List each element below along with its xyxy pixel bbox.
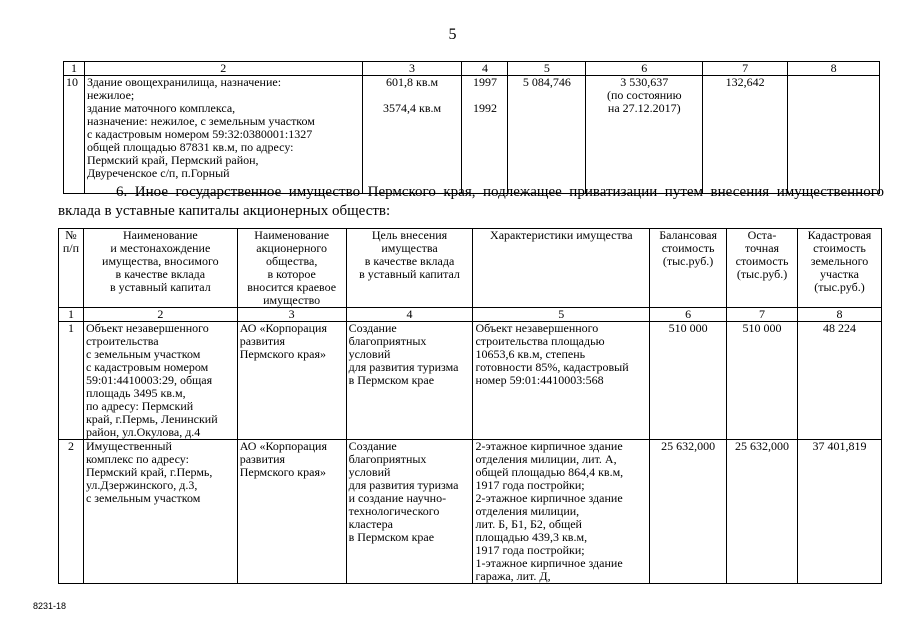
column-number: 7 — [727, 308, 798, 322]
header-name: Наименование и местонахождение имущества, вносимого в качестве вклада в уставный капитал — [83, 229, 237, 308]
column-number: 3 — [237, 308, 346, 322]
property-name: Объект незавершенного строительства с земельным участком с кадастровым номером 59:01:4410003:29, общая площадь 3495 кв.м, по адресу: Пермский край, г.Пермь, Ленинский район, ул.Окулова, д.4 — [83, 322, 237, 440]
cadastral-value: 37 401,819 — [798, 440, 882, 584]
column-number: 2 — [84, 62, 362, 76]
column-number: 1 — [64, 62, 85, 76]
column-number-row — [59, 308, 882, 322]
company-name: АО «Корпорация развития Пермского края» — [237, 440, 346, 584]
cadastral-value: 48 224 — [798, 322, 882, 440]
contribution-goal: Создание благоприятных условий для развития туризма в Пермском крае — [346, 322, 473, 440]
column-number-row — [64, 62, 880, 76]
property-col8 — [788, 76, 880, 194]
header-cadastral: Кадастровая стоимость земельного участка (тыс.руб.) — [798, 229, 882, 308]
row-number: 2 — [59, 440, 84, 584]
column-number: 1 — [59, 308, 84, 322]
property-year: 1997 1992 — [462, 76, 508, 194]
header-residual: Оста- точная стоимость (тыс.руб.) — [727, 229, 798, 308]
residual-value: 25 632,000 — [727, 440, 798, 584]
column-number: 3 — [362, 62, 462, 76]
balance-value: 25 632,000 — [650, 440, 727, 584]
property-characteristics: Объект незавершенного строительства площадью 10653,6 кв.м, степень готовности 85%, кадастровый номер 59:01:4410003:568 — [473, 322, 650, 440]
column-number: 6 — [586, 62, 703, 76]
property-col6: 3 530,637 (по состоянию на 27.12.2017) — [586, 76, 703, 194]
table-row — [59, 440, 882, 584]
property-col5: 5 084,746 — [508, 76, 586, 194]
header-company: Наименование акционерного общества, в которое вносится краевое имущество — [237, 229, 346, 308]
company-name: АО «Корпорация развития Пермского края» — [237, 322, 346, 440]
column-number: 8 — [798, 308, 882, 322]
column-number: 7 — [703, 62, 788, 76]
header-goal: Цель внесения имущества в качестве вклада в уставный капитал — [346, 229, 473, 308]
column-number: 4 — [462, 62, 508, 76]
header-number: № п/п — [59, 229, 84, 308]
column-number: 4 — [346, 308, 473, 322]
balance-value: 510 000 — [650, 322, 727, 440]
table-row — [59, 322, 882, 440]
column-number: 8 — [788, 62, 880, 76]
property-area: 601,8 кв.м 3574,4 кв.м — [362, 76, 462, 194]
document-code: 8231-18 — [33, 601, 67, 611]
residual-value: 510 000 — [727, 322, 798, 440]
header-characteristics: Характеристики имущества — [473, 229, 650, 308]
page-number: 5 — [448, 26, 457, 43]
row-number: 1 — [59, 322, 84, 440]
contribution-goal: Создание благоприятных условий для развития туризма и создание научно- технологического кластера в Пермском крае — [346, 440, 473, 584]
header-balance: Балансовая стоимость (тыс.руб.) — [650, 229, 727, 308]
property-name: Имущественный комплекс по адресу: Пермский край, г.Пермь, ул.Дзержинского, д.3, с земельным участком — [83, 440, 237, 584]
section-heading: 6. Иное государственное имущество Пермского края, подлежащее приватизации путем внесения имущественного вклада в уставные капиталы акционерных обществ: — [58, 184, 884, 219]
column-number: 6 — [650, 308, 727, 322]
column-number: 2 — [83, 308, 237, 322]
property-table-continued — [63, 61, 880, 194]
property-col7: 132,642 — [703, 76, 788, 194]
header-row — [59, 229, 882, 308]
row-number: 10 — [64, 76, 85, 194]
table-row — [64, 76, 880, 194]
property-characteristics: 2-этажное кирпичное здание отделения милиции, лит. А, общей площадью 864,4 кв.м, 1917 года постройки; 2-этажное кирпичное здание отделения милиции, лит. Б, Б1, Б2, общей площадью 439,3 кв.м, 1917 года постройки; 1-этажное кирпичное здание гаража, лит. Д, — [473, 440, 650, 584]
column-number: 5 — [473, 308, 650, 322]
property-name: Здание овощехранилища, назначение: нежилое; здание маточного комплекса, назначение: нежилое, с земельным участком с кадастровым номером 59:32:0380001:1327 общей площадью 87831 кв.м, по адресу: Пермский край, Пермский район, Двуреченское с/п, п.Горный — [84, 76, 362, 194]
contribution-property-table — [58, 228, 882, 584]
column-number: 5 — [508, 62, 586, 76]
